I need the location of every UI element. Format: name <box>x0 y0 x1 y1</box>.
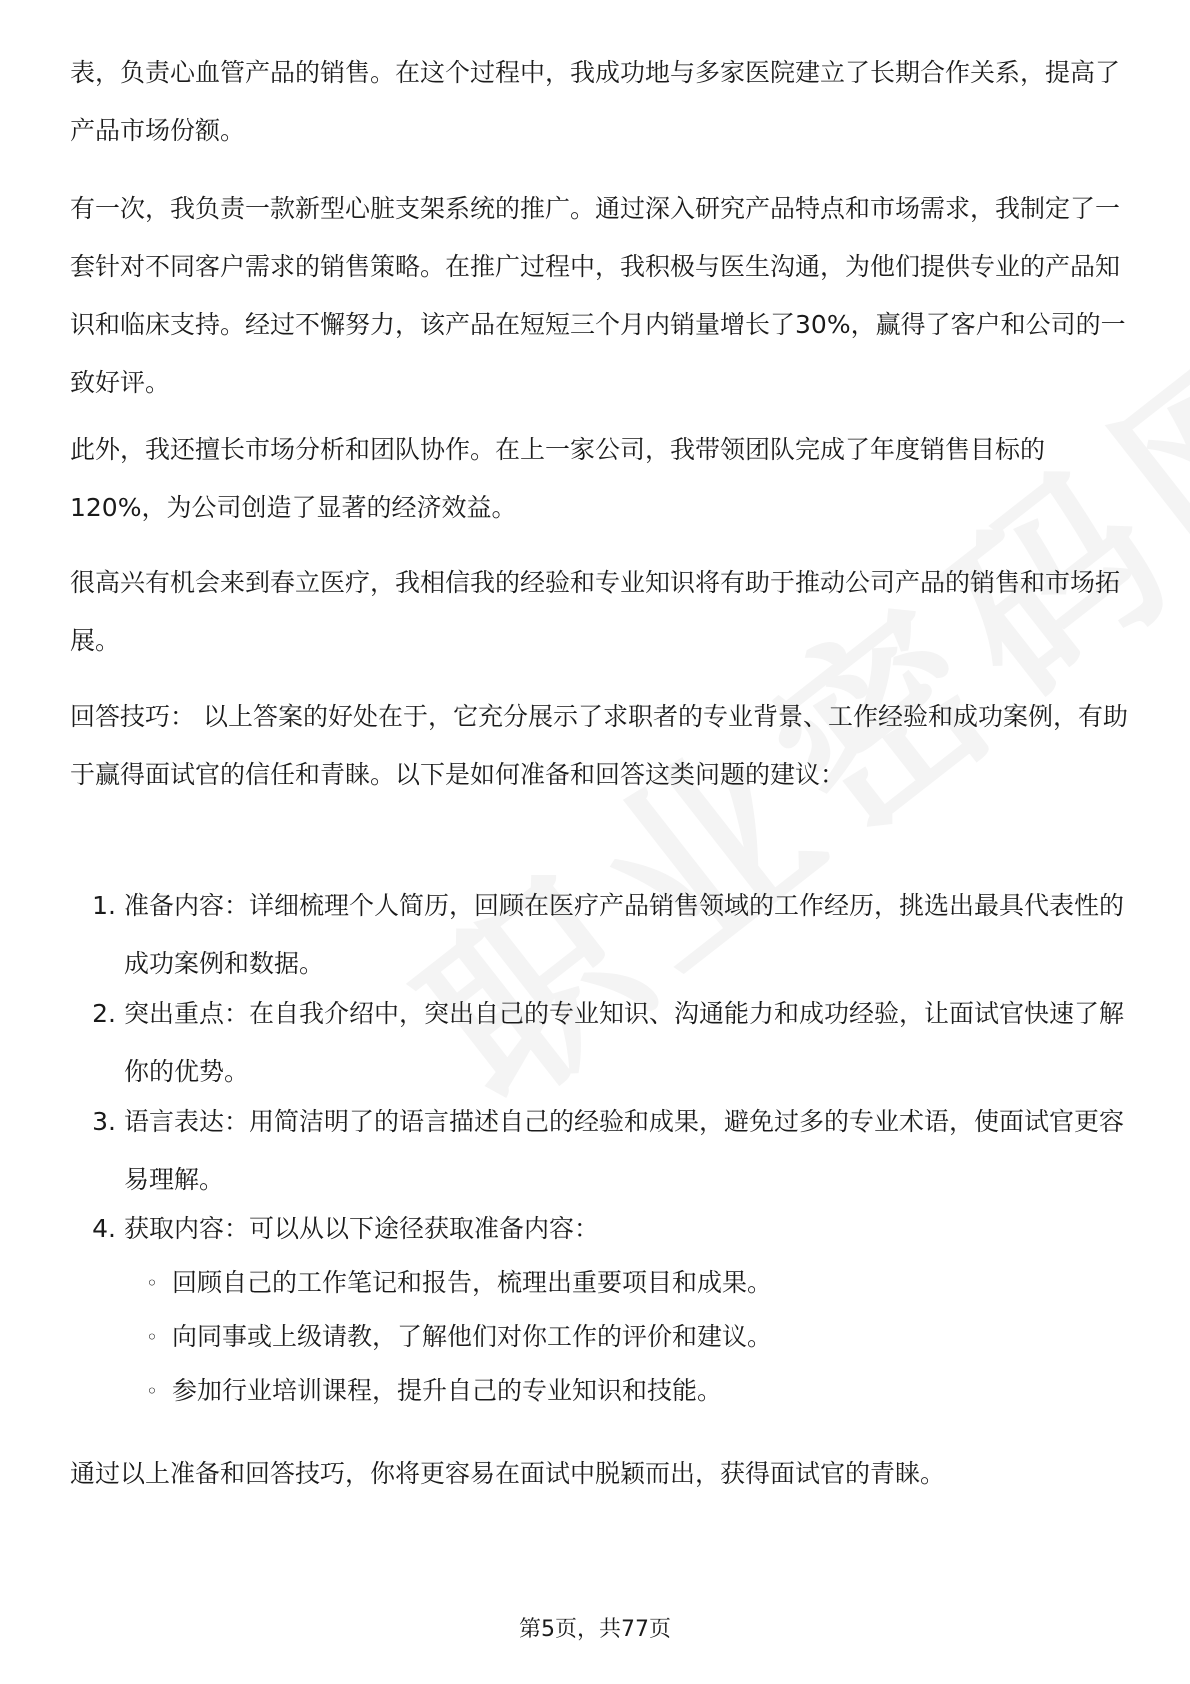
paragraph-closing: 通过以上准备和回答技巧，你将更容易在面试中脱颖而出，获得面试官的青睐。 <box>70 1459 946 1488</box>
paragraph-answer-tips: 回答技巧： 以上答案的好处在于，它充分展示了求职者的专业背景、工作经验和成功案例，有助于赢得面试官的信任和青睐。以下是如何准备和回答这类问题的建议： <box>70 702 1128 789</box>
sub-list-item-text: 参加行业培训课程，提升自己的专业知识和技能。 <box>172 1376 723 1405</box>
list-item-text: 突出重点：在自我介绍中，突出自己的专业知识、沟通能力和成功经验，让面试官快速了解你的优势。 <box>124 999 1125 1086</box>
sub-list-item <box>146 1308 1072 1366</box>
bullet-circle-icon: ◦ <box>146 1271 158 1295</box>
sub-list-item-text: 回顾自己的工作笔记和报告，梳理出重要项目和成果。 <box>172 1268 773 1297</box>
list-number: 2. <box>92 999 116 1028</box>
list-item-text: 语言表达：用简洁明了的语言描述自己的经验和成果，避免过多的专业术语，使面试官更容易理解。 <box>124 1107 1125 1194</box>
list-item <box>92 1200 1124 1258</box>
list-item <box>92 1093 1125 1209</box>
paragraph-skills: 此外，我还擅长市场分析和团队协作。在上一家公司，我带领团队完成了年度销售目标的120%，为公司创造了显著的经济效益。 <box>70 435 1046 522</box>
list-number: 3. <box>92 1107 116 1136</box>
paragraph-case-study: 有一次，我负责一款新型心脏支架系统的推广。通过深入研究产品特点和市场需求，我制定了一套针对不同客户需求的销售策略。在推广过程中，我积极与医生沟通，为他们提供专业的产品知识和临床支持。经过不懈努力，该产品在短短三个月内销量增长了30%，赢得了客户和公司的一致好评。 <box>70 194 1126 397</box>
bullet-circle-icon: ◦ <box>146 1325 158 1349</box>
sub-list-item <box>146 1254 1072 1312</box>
list-item <box>92 877 1125 993</box>
list-item-text: 获取内容：可以从以下途径获取准备内容： <box>124 1214 600 1243</box>
bullet-circle-icon: ◦ <box>146 1379 158 1403</box>
page-number: 第5页，共77页 <box>519 1617 671 1642</box>
sub-list-item <box>146 1362 1072 1420</box>
list-number: 1. <box>92 891 116 920</box>
paragraph-experience: 表，负责心血管产品的销售。在这个过程中，我成功地与多家医院建立了长期合作关系，提高了产品市场份额。 <box>70 58 1121 145</box>
list-item-text: 准备内容：详细梳理个人简历，回顾在医疗产品销售领域的工作经历，挑选出最具代表性的成功案例和数据。 <box>124 891 1125 978</box>
list-item <box>92 985 1125 1101</box>
list-number: 4. <box>92 1214 116 1243</box>
sub-list-item-text: 向同事或上级请教，了解他们对你工作的评价和建议。 <box>172 1322 773 1351</box>
paragraph-motivation: 很高兴有机会来到春立医疗，我相信我的经验和专业知识将有助于推动公司产品的销售和市场拓展。 <box>70 568 1121 655</box>
